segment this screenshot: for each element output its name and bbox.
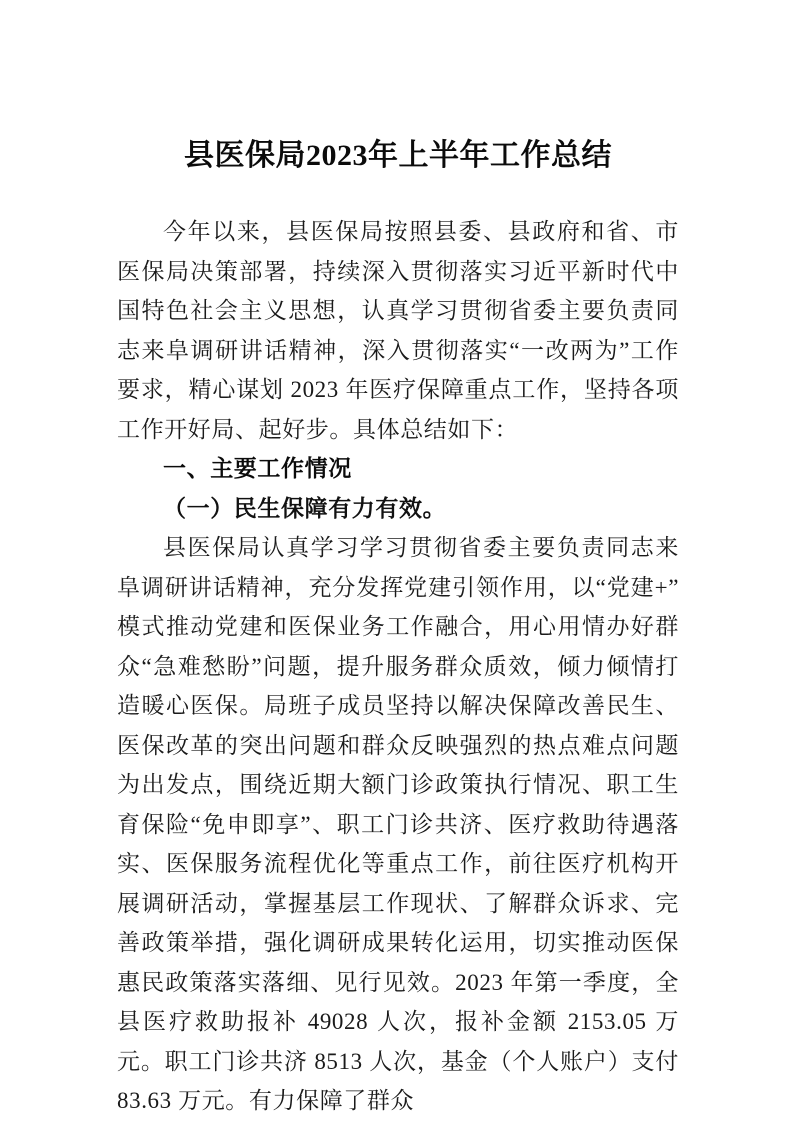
page-title-text: 县医保局2023年上半年工作总结 (184, 139, 612, 172)
page-title (117, 0, 679, 176)
heading-livelihood-guarantee: （一）民生保障有力有效。 (163, 495, 447, 521)
paragraph-livelihood-body: 县医保局认真学习学习贯彻省委主要负责同志来阜调研讲话精神，充分发挥党建引领作用，以“党建+”模式推动党建和医保业务工作融合，用心用情办好群众“急难愁盼”问题，提升服务群众质效，倾力倾情打造暖心医保。局班子成员坚持以解决保障改善民生、医保改革的突出问题和群众反映强烈的热点难点问题为出发点，围绕近期大额门诊政策执行情况、职工生育保险“免申即享”、职工门诊共济、医疗救助待遇落实、医保服务流程优化等重点工作，前往医疗机构开展调研活动，掌握基层工作现状、了解群众诉求、完善政策举措，强化调研成果转化运用，切实推动医保惠民政策落实落细、见行见效。2023 年第一季度，全县医疗救助报补 49028 人次，报补金额 2153.05 万元。职工门诊共济 8513 人次，基金（个人账户）支付 83.63 万元。有力保障了群众 (117, 535, 679, 1113)
title-spacer (117, 176, 679, 212)
document-content (117, 0, 679, 1121)
paragraph-intro: 今年以来，县医保局按照县委、县政府和省、市医保局决策部署，持续深入贯彻落实习近平新时代中国特色社会主义思想，认真学习贯彻省委主要负责同志来阜调研讲话精神，深入贯彻落实“一改两为”工作要求，精心谋划 2023 年医疗保障重点工作，坚持各项工作开好局、起好步。具体总结如下： (117, 219, 679, 442)
heading-main-work-situation: 一、主要工作情况 (163, 455, 352, 481)
